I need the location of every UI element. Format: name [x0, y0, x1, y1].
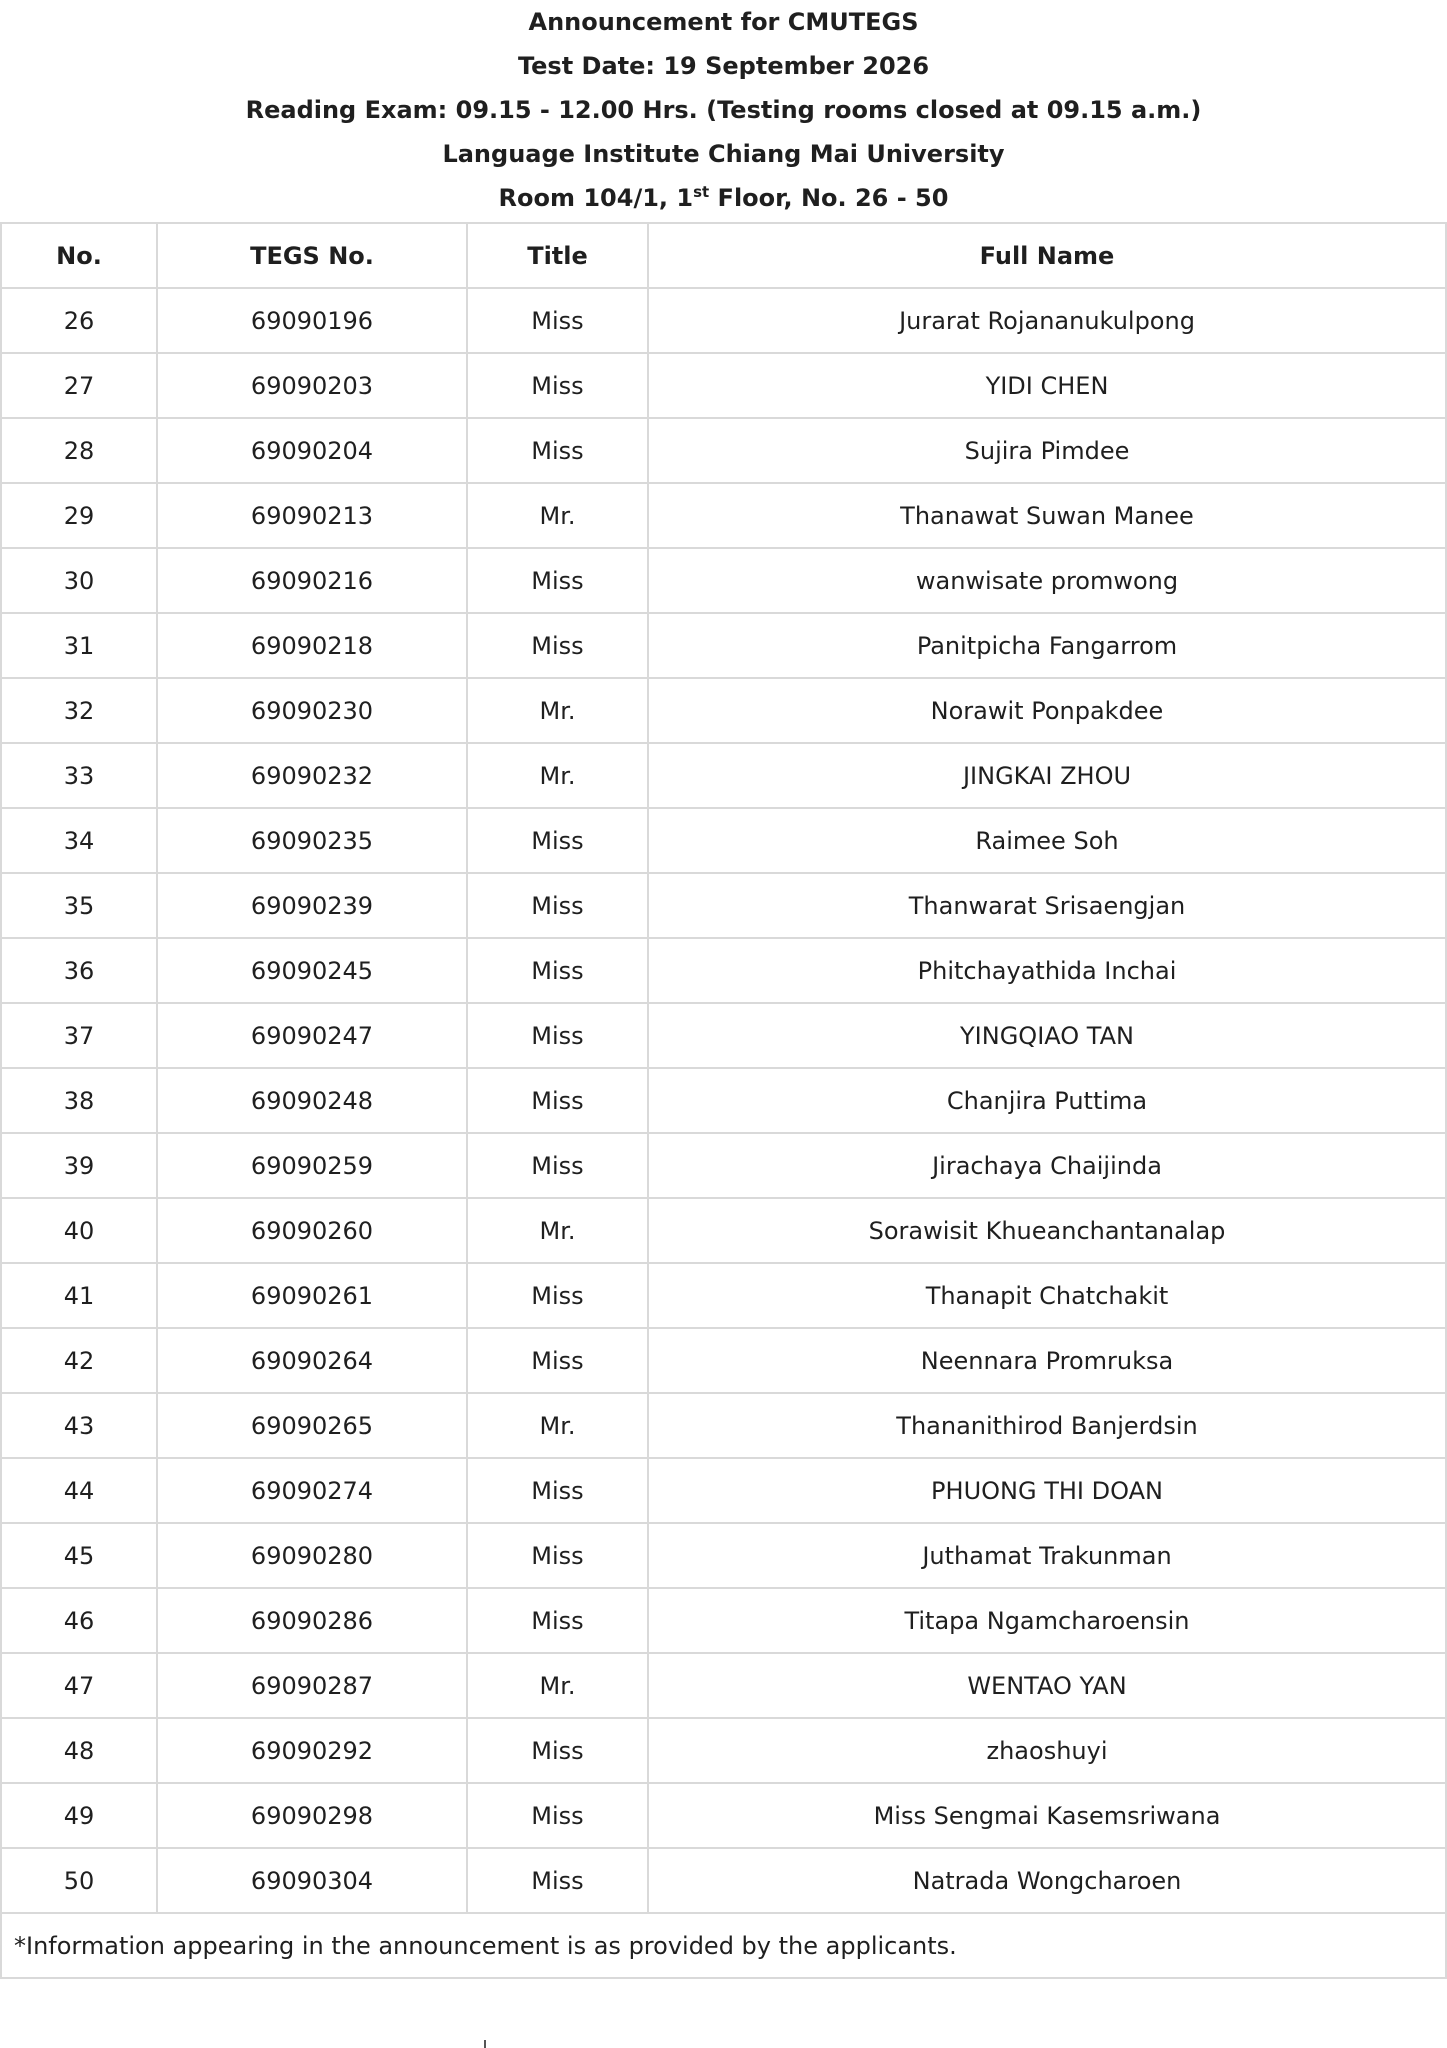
cell-no: 43 [1, 1393, 157, 1458]
cell-tegs-no: 69090235 [157, 808, 467, 873]
cell-no: 31 [1, 613, 157, 678]
cell-full-name: Sorawisit Khueanchantanalap [648, 1198, 1446, 1263]
cell-no: 47 [1, 1653, 157, 1718]
candidate-table [0, 222, 1447, 1979]
cell-no: 39 [1, 1133, 157, 1198]
announcement-header [0, 0, 1447, 220]
cell-no: 30 [1, 548, 157, 613]
cell-title: Miss [467, 1523, 648, 1588]
cell-full-name: Thanawat Suwan Manee [648, 483, 1446, 548]
cell-full-name: Miss Sengmai Kasemsriwana [648, 1783, 1446, 1848]
table-row [1, 353, 1446, 418]
cell-full-name: JINGKAI ZHOU [648, 743, 1446, 808]
table-row [1, 1848, 1446, 1913]
cell-tegs-no: 69090247 [157, 1003, 467, 1068]
table-row [1, 1718, 1446, 1783]
cell-full-name: zhaoshuyi [648, 1718, 1446, 1783]
cell-no: 45 [1, 1523, 157, 1588]
cell-no: 44 [1, 1458, 157, 1523]
cell-title: Miss [467, 873, 648, 938]
cell-no: 48 [1, 1718, 157, 1783]
cell-title: Miss [467, 418, 648, 483]
table-row [1, 1328, 1446, 1393]
cell-tegs-no: 69090287 [157, 1653, 467, 1718]
cell-no: 27 [1, 353, 157, 418]
table-row [1, 1458, 1446, 1523]
cell-tegs-no: 69090213 [157, 483, 467, 548]
cell-no: 42 [1, 1328, 157, 1393]
cell-title: Miss [467, 1003, 648, 1068]
cell-title: Mr. [467, 1198, 648, 1263]
room-info-suffix: Floor, No. 26 - 50 [709, 184, 949, 212]
cell-no: 36 [1, 938, 157, 1003]
cell-title: Miss [467, 1458, 648, 1523]
cell-title: Mr. [467, 1393, 648, 1458]
room-info-prefix: Room 104/1, 1 [498, 184, 694, 212]
table-row [1, 1003, 1446, 1068]
cell-tegs-no: 69090232 [157, 743, 467, 808]
cell-tegs-no: 69090274 [157, 1458, 467, 1523]
cell-full-name: Natrada Wongcharoen [648, 1848, 1446, 1913]
cell-title: Miss [467, 1263, 648, 1328]
cell-full-name: YINGQIAO TAN [648, 1003, 1446, 1068]
table-note: *Information appearing in the announcement is as provided by the applicants. [1, 1913, 1446, 1978]
cell-full-name: Titapa Ngamcharoensin [648, 1588, 1446, 1653]
table-row [1, 548, 1446, 613]
table-row [1, 1588, 1446, 1653]
cell-no: 26 [1, 288, 157, 353]
cell-no: 33 [1, 743, 157, 808]
cell-tegs-no: 69090196 [157, 288, 467, 353]
column-header-full-name: Full Name [648, 223, 1446, 288]
cell-title: Miss [467, 1718, 648, 1783]
table-row [1, 873, 1446, 938]
table-row [1, 743, 1446, 808]
cell-tegs-no: 69090298 [157, 1783, 467, 1848]
cell-tegs-no: 69090239 [157, 873, 467, 938]
exam-time: Reading Exam: 09.15 - 12.00 Hrs. (Testing rooms closed at 09.15 a.m.) [245, 96, 1202, 124]
table-row [1, 483, 1446, 548]
table-row [1, 1523, 1446, 1588]
cell-full-name: Chanjira Puttima [648, 1068, 1446, 1133]
table-note-row [1, 1913, 1446, 1978]
cell-no: 35 [1, 873, 157, 938]
column-header-no: No. [1, 223, 157, 288]
page-edge-mark [484, 2040, 486, 2048]
cell-full-name: Thanapit Chatchakit [648, 1263, 1446, 1328]
cell-title: Miss [467, 1848, 648, 1913]
cell-no: 34 [1, 808, 157, 873]
table-row [1, 288, 1446, 353]
room-info [0, 176, 1447, 220]
cell-tegs-no: 69090265 [157, 1393, 467, 1458]
table-row [1, 1133, 1446, 1198]
cell-tegs-no: 69090204 [157, 418, 467, 483]
cell-full-name: Raimee Soh [648, 808, 1446, 873]
cell-no: 46 [1, 1588, 157, 1653]
cell-title: Miss [467, 938, 648, 1003]
table-row [1, 1393, 1446, 1458]
cell-no: 49 [1, 1783, 157, 1848]
cell-no: 28 [1, 418, 157, 483]
cell-tegs-no: 69090292 [157, 1718, 467, 1783]
cell-title: Miss [467, 548, 648, 613]
cell-title: Miss [467, 353, 648, 418]
cell-tegs-no: 69090245 [157, 938, 467, 1003]
cell-full-name: Panitpicha Fangarrom [648, 613, 1446, 678]
cell-full-name: Jirachaya Chaijinda [648, 1133, 1446, 1198]
table-row [1, 808, 1446, 873]
institute-name: Language Institute Chiang Mai University [442, 140, 1005, 168]
cell-tegs-no: 69090216 [157, 548, 467, 613]
table-row [1, 1653, 1446, 1718]
table-body [1, 288, 1446, 1913]
table-row [1, 938, 1446, 1003]
cell-title: Miss [467, 1068, 648, 1133]
cell-full-name: Neennara Promruksa [648, 1328, 1446, 1393]
cell-tegs-no: 69090286 [157, 1588, 467, 1653]
cell-title: Miss [467, 288, 648, 353]
cell-no: 32 [1, 678, 157, 743]
cell-full-name: PHUONG THI DOAN [648, 1458, 1446, 1523]
test-date: Test Date: 19 September 2026 [517, 52, 930, 80]
cell-no: 37 [1, 1003, 157, 1068]
cell-title: Mr. [467, 483, 648, 548]
column-header-title: Title [467, 223, 648, 288]
table-row [1, 418, 1446, 483]
cell-full-name: Thananithirod Banjerdsin [648, 1393, 1446, 1458]
cell-tegs-no: 69090260 [157, 1198, 467, 1263]
table-row [1, 613, 1446, 678]
cell-no: 40 [1, 1198, 157, 1263]
cell-full-name: Sujira Pimdee [648, 418, 1446, 483]
table-row [1, 1068, 1446, 1133]
cell-tegs-no: 69090203 [157, 353, 467, 418]
cell-tegs-no: 69090259 [157, 1133, 467, 1198]
cell-title: Miss [467, 808, 648, 873]
cell-title: Miss [467, 1588, 648, 1653]
cell-title: Miss [467, 613, 648, 678]
cell-full-name: WENTAO YAN [648, 1653, 1446, 1718]
column-header-tegs-no: TEGS No. [157, 223, 467, 288]
cell-no: 29 [1, 483, 157, 548]
cell-full-name: Phitchayathida Inchai [648, 938, 1446, 1003]
cell-title: Mr. [467, 678, 648, 743]
cell-title: Miss [467, 1328, 648, 1393]
cell-full-name: Jurarat Rojananukulpong [648, 288, 1446, 353]
cell-no: 41 [1, 1263, 157, 1328]
cell-tegs-no: 69090280 [157, 1523, 467, 1588]
cell-title: Mr. [467, 743, 648, 808]
cell-tegs-no: 69090261 [157, 1263, 467, 1328]
table-row [1, 1198, 1446, 1263]
cell-title: Mr. [467, 1653, 648, 1718]
room-info-superscript: st [693, 183, 710, 201]
cell-full-name: wanwisate promwong [648, 548, 1446, 613]
cell-tegs-no: 69090304 [157, 1848, 467, 1913]
cell-full-name: Thanwarat Srisaengjan [648, 873, 1446, 938]
table-row [1, 1783, 1446, 1848]
cell-title: Miss [467, 1133, 648, 1198]
cell-full-name: Norawit Ponpakdee [648, 678, 1446, 743]
announcement-title: Announcement for CMUTEGS [528, 8, 919, 36]
cell-tegs-no: 69090230 [157, 678, 467, 743]
cell-tegs-no: 69090248 [157, 1068, 467, 1133]
table-row [1, 1263, 1446, 1328]
cell-full-name: Juthamat Trakunman [648, 1523, 1446, 1588]
cell-no: 38 [1, 1068, 157, 1133]
cell-title: Miss [467, 1783, 648, 1848]
cell-tegs-no: 69090264 [157, 1328, 467, 1393]
table-header-row [1, 223, 1446, 288]
cell-full-name: YIDI CHEN [648, 353, 1446, 418]
cell-no: 50 [1, 1848, 157, 1913]
table-row [1, 678, 1446, 743]
cell-tegs-no: 69090218 [157, 613, 467, 678]
